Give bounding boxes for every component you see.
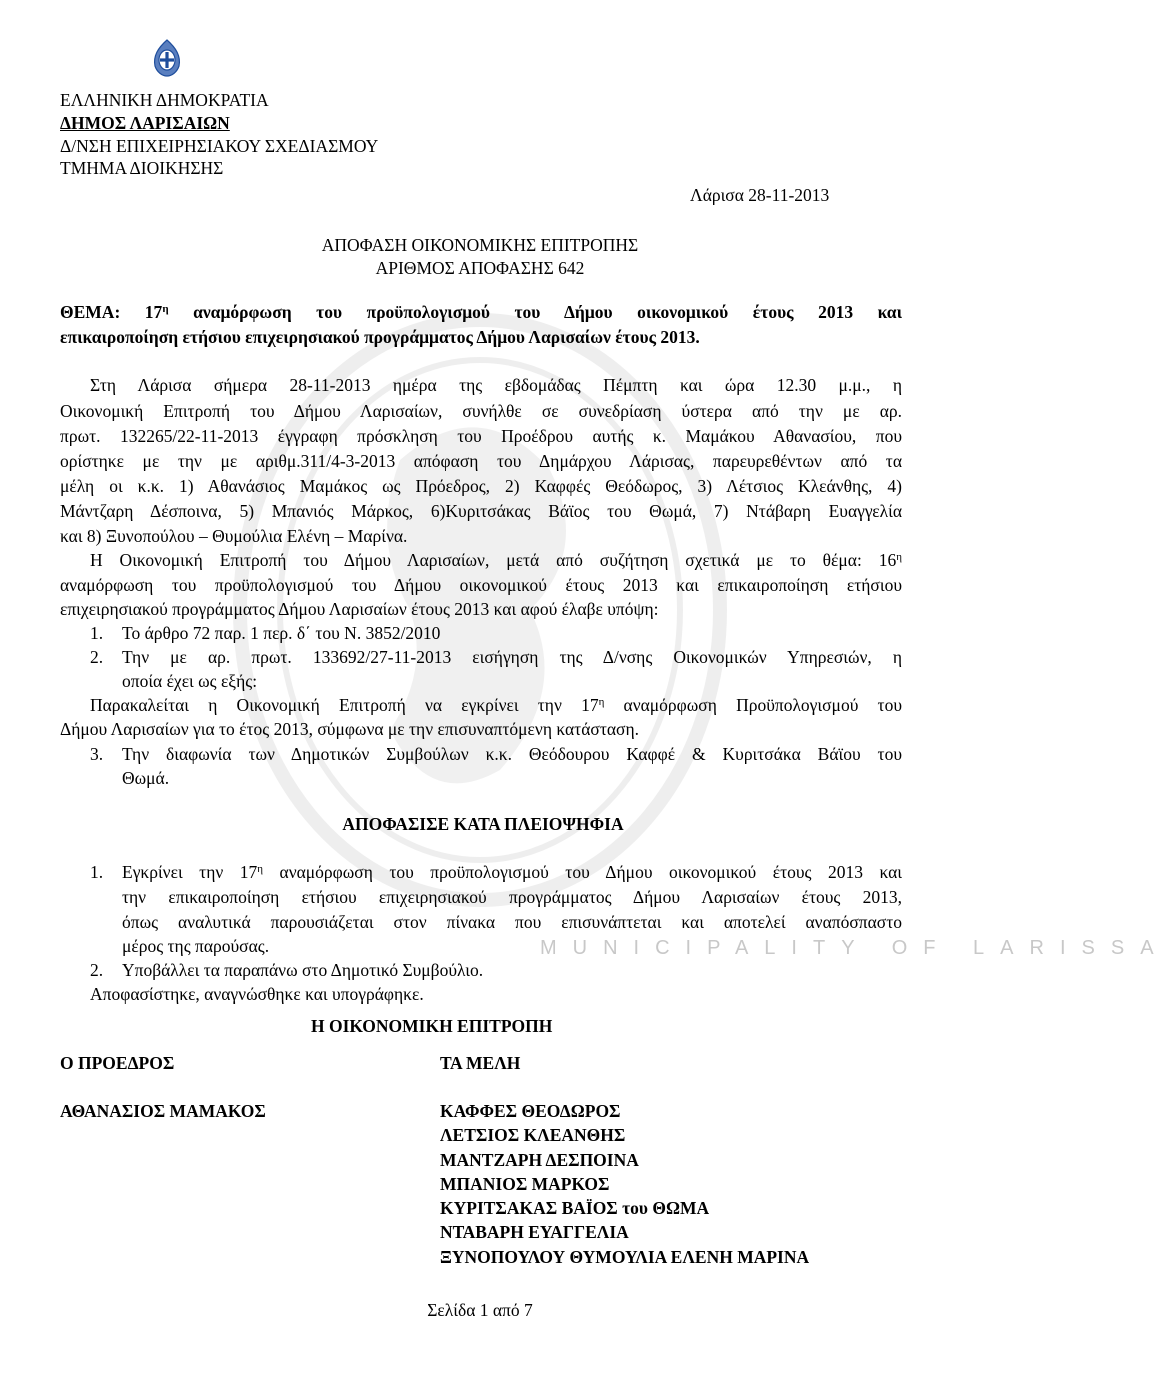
document-date: Λάρισα 28-11-2013	[690, 185, 830, 205]
president-name: ΑΘΑΝΑΣΙΟΣ ΜΑΜΑΚΟΣ	[60, 1101, 266, 1121]
decision-title: ΑΠΟΦΑΣΗ ΟΙΚΟΝΟΜΙΚΗΣ ΕΠΙΤΡΟΠΗΣ	[321, 235, 639, 255]
intro-line-6: Μάντζαρη Δέσποινα, 5) Μπανιός Μάρκος, 6)Κυριτσάκας Βάϊος του Θωμά, 7) Ντάβαρη Ευαγγελία	[60, 501, 902, 521]
member-name: ΚΑΦΦΕΣ ΘΕΟΔΩΡΟΣ	[440, 1101, 621, 1121]
intro-line-1: Στη Λάρισα σήμερα 28-11-2013 ημέρα της εβδομάδας Πέμπτη και ώρα 12.30 μ.μ., η	[90, 375, 902, 395]
member-name: ΜΠΑΝΙΟΣ ΜΑΡΚΟΣ	[440, 1174, 610, 1194]
page-number: Σελίδα 1 από 7	[427, 1300, 533, 1320]
header-municipality: ΔΗΜΟΣ ΛΑΡΙΣΑΙΩΝ	[60, 113, 230, 133]
watermark-text: MUNICIPALITY OF LARISSA	[540, 937, 1170, 959]
consideration-2-number: 2.	[90, 647, 104, 667]
member-name: ΜΑΝΤΖΑΡΗ ΔΕΣΠΟΙΝΑ	[440, 1150, 639, 1170]
consideration-1-number: 1.	[90, 623, 104, 643]
header-country: ΕΛΛΗΝΙΚΗ ΔΗΜΟΚΡΑΤΙΑ	[60, 90, 269, 110]
consideration-2-line-1: Την με αρ. πρωτ. 133692/27-11-2013 εισήγηση της Δ/νσης Οικονομικών Υπηρεσιών, η	[122, 647, 902, 667]
members-label: ΤΑ ΜΕΛΗ	[440, 1053, 521, 1073]
closing-statement: Αποφασίστηκε, αναγνώσθηκε και υπογράφηκε.	[90, 984, 424, 1004]
consideration-1-text: Το άρθρο 72 παρ. 1 περ. δ΄ του Ν. 3852/2010	[122, 623, 441, 643]
intro-line-3: πρωτ. 132265/22-11-2013 έγγραφη πρόσκληση του Προέδρου αυτής κ. Μαμάκου Αθανασίου, που	[60, 426, 902, 446]
body-line-3: επιχειρησιακού προγράμματος Δήμου Λαρισαίων έτους 2013 και αφού έλαβε υπόψη:	[60, 599, 659, 619]
body-line-1: Η Οικονομική Επιτροπή του Δήμου Λαρισαίων, μετά από συζήτηση σχετικά με το θέμα: $16^\eta$	[90, 550, 902, 570]
subject-line-1: ΘΕΜΑ: $17^\eta$ αναμόρφωση του προϋπολογισμού του Δήμου οικονομικού έτους 2013 και	[60, 302, 902, 322]
quote-line-1: Παρακαλείται η Οικονομική Επιτροπή να εγκρίνει την $17^\eta$ αναμόρφωση Προϋπολογισμού του	[90, 695, 903, 715]
consideration-3-number: 3.	[90, 744, 104, 764]
header-directorate: Δ/ΝΣΗ ΕΠΙΧΕΙΡΗΣΙΑΚΟΥ ΣΧΕΔΙΑΣΜΟΥ	[60, 136, 379, 156]
intro-line-4: ορίστηκε με την με αριθμ.311/4-3-2013 απόφαση του Δημάρχου Λάρισας, παρευρεθέντων από τα	[60, 451, 902, 471]
subject-line-2: επικαιροποίηση ετήσιου επιχειρησιακού προγράμματος Δήμου Λαρισαίων έτους 2013.	[60, 327, 700, 347]
decision-1-line-4: μέρος της παρούσας.	[122, 936, 270, 956]
intro-line-7: και 8) Ξυνοπούλου – Θυμούλια Ελένη – Μαρίνα.	[60, 526, 408, 546]
decision-heading: ΑΠΟΦΑΣΙΣΕ ΚΑΤΑ ΠΛΕΙΟΨΗΦΙΑ	[342, 814, 624, 834]
consideration-2-line-2: οποία έχει ως εξής:	[122, 671, 258, 691]
decision-1-line-3: όπως αναλυτικά παρουσιάζεται στον πίνακα που επισυνάπτεται και αποτελεί αναπόσπαστο	[122, 912, 902, 932]
decision-1-number: 1.	[90, 862, 104, 882]
member-name: ΞΥΝΟΠΟΥΛΟΥ ΘΥΜΟΥΛΙΑ ΕΛΕΝΗ ΜΑΡΙΝΑ	[440, 1247, 810, 1267]
intro-line-5: μέλη οι κ.κ. 1) Αθανάσιος Μαμάκος ως Πρόεδρος, 2) Καφφές Θεόδωρος, 3) Λέτσιος Κλεάνθης, 4)	[60, 476, 902, 496]
body-line-2: αναμόρφωση του προϋπολογισμού του Δήμου οικονομικού έτους 2013 και επικαιροποίηση ετήσιου	[60, 575, 902, 595]
president-label: Ο ΠΡΟΕΔΡΟΣ	[60, 1053, 175, 1073]
member-name: ΛΕΤΣΙΟΣ ΚΛΕΑΝΘΗΣ	[440, 1125, 626, 1145]
greek-emblem-icon	[150, 38, 184, 78]
member-name: ΝΤΑΒΑΡΗ ΕΥΑΓΓΕΛΙΑ	[440, 1222, 629, 1242]
decision-number: ΑΡΙΘΜΟΣ ΑΠΟΦΑΣΗΣ 642	[375, 258, 585, 278]
consideration-3-line-2: Θωμά.	[122, 768, 170, 788]
quote-line-2: Δήμου Λαρισαίων για το έτος 2013, σύμφωνα με την επισυναπτόμενη κατάσταση.	[60, 719, 639, 739]
consideration-3-line-1: Την διαφωνία των Δημοτικών Συμβούλων κ.κ. Θεόδουρου Καφφέ & Κυριτσάκα Βάϊου του	[122, 744, 902, 764]
decision-1-line-1: Εγκρίνει την $17^\eta$ αναμόρφωση του προϋπολογισμού του Δήμου οικονομικού έτους 2013 και	[122, 862, 903, 882]
header-department: ΤΜΗΜΑ ΔΙΟΙΚΗΣΗΣ	[60, 158, 224, 178]
committee-heading: Η ΟΙΚΟΝΟΜΙΚΗ ΕΠΙΤΡΟΠΗ	[311, 1016, 553, 1036]
decision-1-line-2: την επικαιροποίηση ετήσιου επιχειρησιακού προγράμματος Δήμου Λαρισαίων έτους 2013,	[122, 887, 902, 907]
intro-line-2: Οικονομική Επιτροπή του Δήμου Λαρισαίων, συνήλθε σε συνεδρίαση ύστερα από την με αρ.	[60, 401, 902, 421]
decision-2-text: Υποβάλλει τα παραπάνω στο Δημοτικό Συμβούλιο.	[122, 960, 484, 980]
decision-2-number: 2.	[90, 960, 104, 980]
member-name: ΚΥΡΙΤΣΑΚΑΣ ΒΑΪΟΣ του ΘΩΜΑ	[440, 1198, 710, 1218]
